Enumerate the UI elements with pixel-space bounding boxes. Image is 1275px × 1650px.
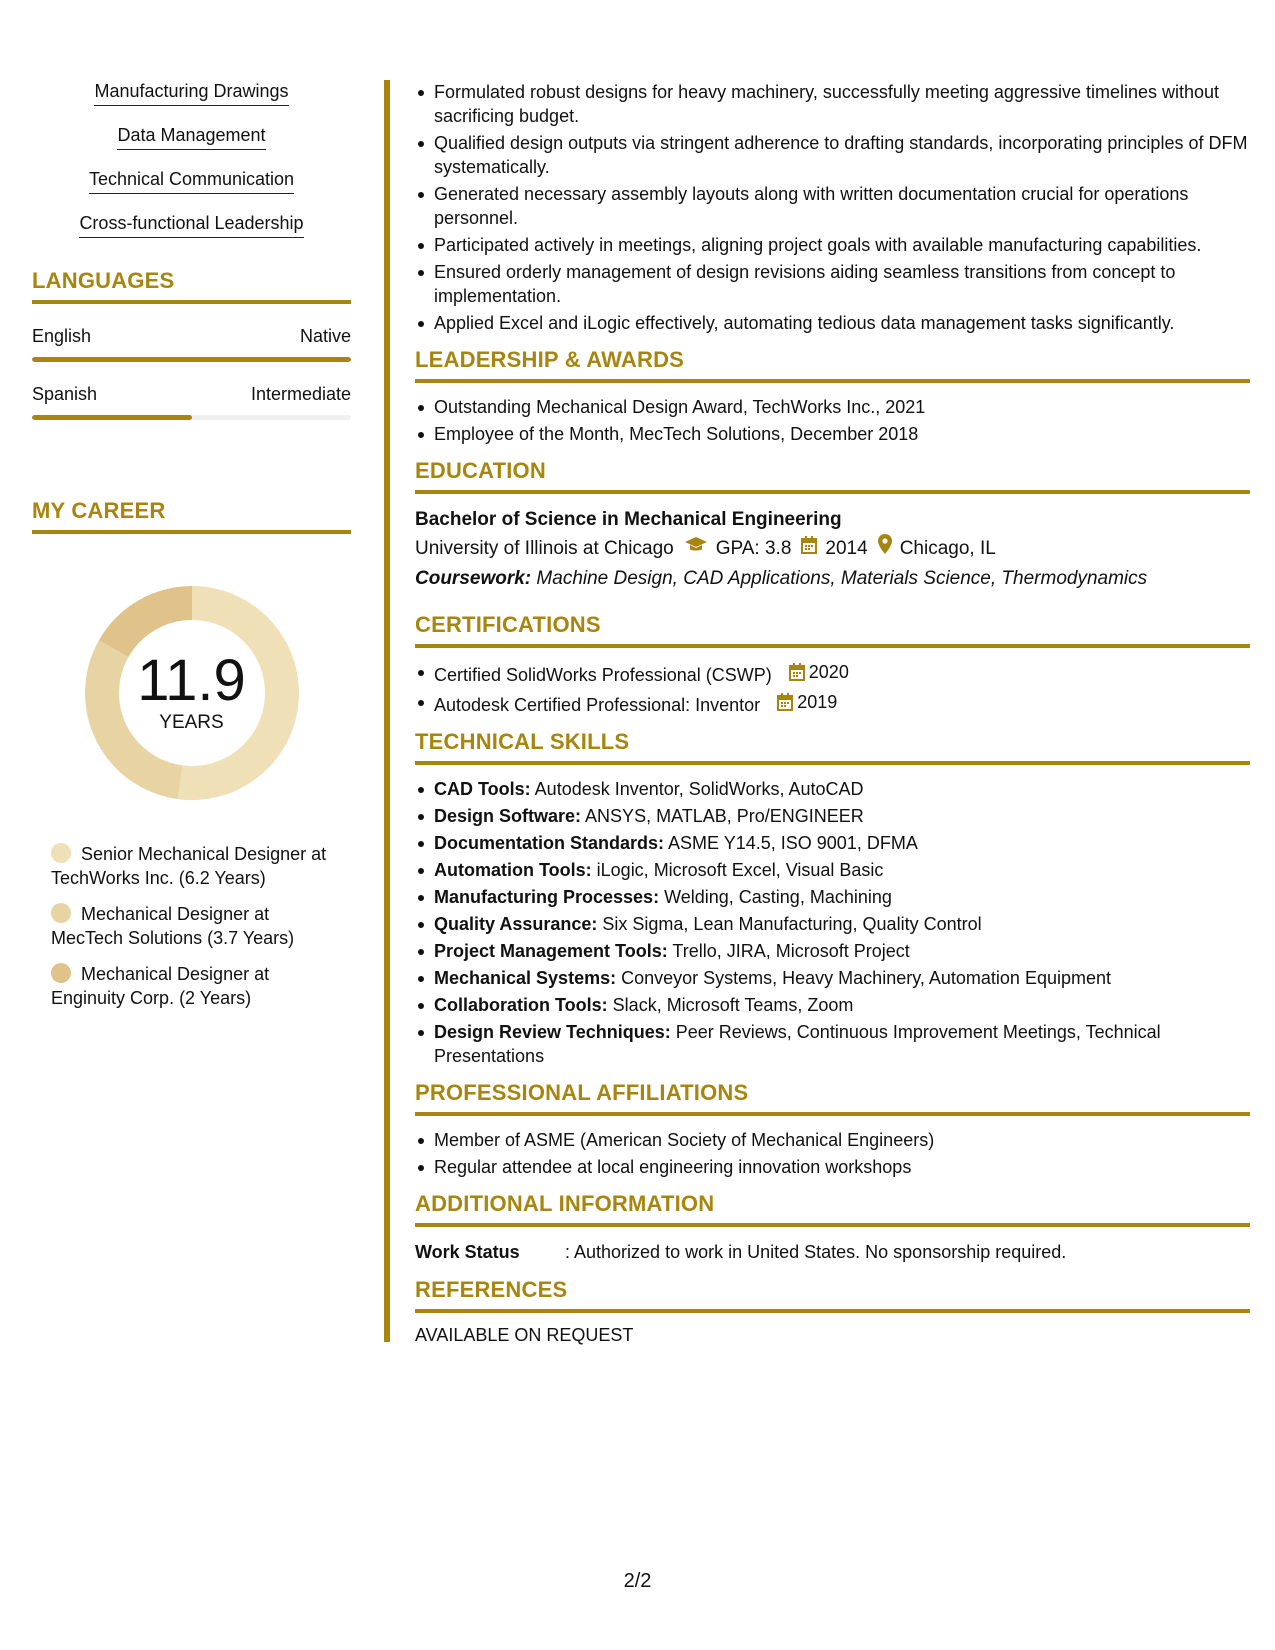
skill-values: Trello, JIRA, Microsoft Project [672, 941, 910, 961]
language-bar-fill [32, 357, 351, 362]
calendar-icon [789, 663, 805, 681]
list-item [415, 858, 1250, 882]
awards-section [415, 347, 1250, 446]
languages-heading: LANGUAGES [32, 268, 351, 304]
education-section [415, 458, 1250, 594]
school-name: University of Illinois at Chicago [415, 538, 674, 559]
references-section [415, 1277, 1250, 1346]
list-item [415, 804, 1250, 828]
work-status-label: Work Status [415, 1242, 520, 1262]
skill-values: Conveyor Systems, Heavy Machinery, Automation Equipment [621, 968, 1111, 988]
skill-category: Design Review Techniques: [434, 1022, 671, 1042]
skill-category: Design Software: [434, 806, 582, 826]
list-item: Outstanding Mechanical Design Award, TechWorks Inc., 2021 [415, 395, 1250, 419]
career-legend-label: Mechanical Designer at MecTech Solutions (3.7 Years) [51, 904, 295, 948]
list-item: Ensured orderly management of design revisions aiding seamless transitions from concept to implementation. [415, 260, 1250, 308]
skill-category: Mechanical Systems: [434, 968, 617, 988]
right-column [415, 80, 1250, 1346]
certifications-section [415, 612, 1250, 717]
career-legend-item [51, 962, 331, 1010]
skill-values: ANSYS, MATLAB, Pro/ENGINEER [585, 806, 864, 826]
calendar-icon [777, 693, 793, 711]
certification-year: 2020 [808, 662, 849, 682]
career-legend-item [51, 902, 331, 950]
additional-info-section [415, 1191, 1250, 1265]
skill-values: Slack, Microsoft Teams, Zoom [612, 995, 854, 1015]
skill-category: Automation Tools: [434, 860, 592, 880]
career-legend-label: Senior Mechanical Designer at TechWorks Inc. (6.2 Years) [51, 844, 327, 888]
affiliations-heading: PROFESSIONAL AFFILIATIONS [415, 1080, 1250, 1116]
education-details [415, 534, 1250, 564]
legend-dot [51, 843, 71, 863]
career-legend [32, 842, 351, 1010]
list-item: Participated actively in meetings, aligning project goals with available manufacturing capabilities. [415, 233, 1250, 257]
language-item [32, 384, 351, 420]
references-text: AVAILABLE ON REQUEST [415, 1325, 634, 1345]
legend-dot [51, 963, 71, 983]
skill-values: Autodesk Inventor, SolidWorks, AutoCAD [534, 779, 864, 799]
work-status [415, 1239, 1250, 1265]
language-bar [32, 415, 351, 420]
left-column [32, 80, 351, 1022]
legend-dot [51, 903, 71, 923]
affiliations-section [415, 1080, 1250, 1179]
coursework [415, 564, 1250, 594]
education-heading: EDUCATION [415, 458, 1250, 494]
skill-tag: Data Management [117, 124, 265, 150]
list-item [415, 939, 1250, 963]
list-item [415, 966, 1250, 990]
certification-name: Autodesk Certified Professional: Inventor [434, 695, 761, 715]
career-unit: YEARS [159, 712, 224, 733]
additional-info-heading: ADDITIONAL INFORMATION [415, 1191, 1250, 1227]
language-name: English [32, 326, 92, 346]
skill-category: Quality Assurance: [434, 914, 598, 934]
skill-values: Peer Reviews, Continuous Improvement Meetings, Technical Presentations [434, 1022, 1161, 1066]
calendar-icon [801, 534, 817, 564]
list-item [415, 912, 1250, 936]
certification-year: 2019 [797, 692, 838, 712]
language-level: Native [299, 326, 351, 346]
skills-list [32, 80, 351, 256]
career-heading: MY CAREER [32, 498, 351, 534]
career-legend-label: Mechanical Designer at Enginuity Corp. (2 Years) [51, 964, 270, 1008]
coursework-label: Coursework: [415, 568, 532, 589]
language-bar [32, 357, 351, 362]
list-item [415, 993, 1250, 1017]
column-divider [384, 80, 390, 1342]
certification-name: Certified SolidWorks Professional (CSWP) [434, 665, 772, 685]
graduation-year: 2014 [825, 538, 868, 559]
list-item: Generated necessary assembly layouts along with written documentation crucial for operations personnel. [415, 182, 1250, 230]
list-item [415, 885, 1250, 909]
skill-values: Six Sigma, Lean Manufacturing, Quality Control [602, 914, 982, 934]
list-item [415, 690, 1250, 717]
school-location: Chicago, IL [899, 538, 996, 559]
list-item: Qualified design outputs via stringent adherence to drafting standards, incorporating principles of DFM systematically. [415, 131, 1250, 179]
list-item [415, 777, 1250, 801]
certifications-heading: CERTIFICATIONS [415, 612, 1250, 648]
career-donut [77, 578, 307, 808]
work-status-value: : Authorized to work in United States. No sponsorship required. [565, 1242, 1067, 1262]
list-item [415, 1020, 1250, 1068]
skill-values: ASME Y14.5, ISO 9001, DFMA [668, 833, 918, 853]
map-pin-icon [878, 534, 892, 564]
language-name: Spanish [32, 384, 98, 404]
list-item: Regular attendee at local engineering innovation workshops [415, 1155, 1250, 1179]
skill-category: CAD Tools: [434, 779, 531, 799]
skill-category: Collaboration Tools: [434, 995, 608, 1015]
list-item: Member of ASME (American Society of Mechanical Engineers) [415, 1128, 1250, 1152]
list-item: Employee of the Month, MecTech Solutions, December 2018 [415, 422, 1250, 446]
skill-tag: Cross-functional Leadership [79, 212, 303, 238]
career-total: 11.9 [137, 648, 246, 713]
list-item: Applied Excel and iLogic effectively, automating tedious data management tasks significantly. [415, 311, 1250, 335]
skill-values: iLogic, Microsoft Excel, Visual Basic [596, 860, 884, 880]
gpa: GPA: 3.8 [715, 538, 792, 559]
list-item: Formulated robust designs for heavy machinery, successfully meeting aggressive timelines without sacrificing budget. [415, 80, 1250, 128]
page-number: 2/2 [623, 1570, 652, 1592]
language-level: Intermediate [250, 384, 351, 404]
donut-slice [98, 586, 191, 657]
career-legend-item [51, 842, 331, 890]
graduation-cap-icon [684, 534, 708, 564]
skill-category: Manufacturing Processes: [434, 887, 660, 907]
awards-heading: LEADERSHIP & AWARDS [415, 347, 1250, 383]
references-heading: REFERENCES [415, 1277, 1250, 1313]
technical-skills-section [415, 729, 1250, 1068]
language-item [32, 326, 351, 362]
language-bar-fill [32, 415, 192, 420]
experience-bullets [415, 80, 1250, 335]
skill-values: Welding, Casting, Machining [664, 887, 892, 907]
coursework-list: Machine Design, CAD Applications, Materials Science, Thermodynamics [536, 568, 1148, 589]
list-item [415, 660, 1250, 687]
skill-tag: Manufacturing Drawings [94, 80, 288, 106]
skill-tag: Technical Communication [89, 168, 294, 194]
degree-title: Bachelor of Science in Mechanical Engineering [415, 509, 842, 530]
skill-category: Documentation Standards: [434, 833, 665, 853]
technical-skills-heading: TECHNICAL SKILLS [415, 729, 1250, 765]
skill-category: Project Management Tools: [434, 941, 668, 961]
list-item [415, 831, 1250, 855]
